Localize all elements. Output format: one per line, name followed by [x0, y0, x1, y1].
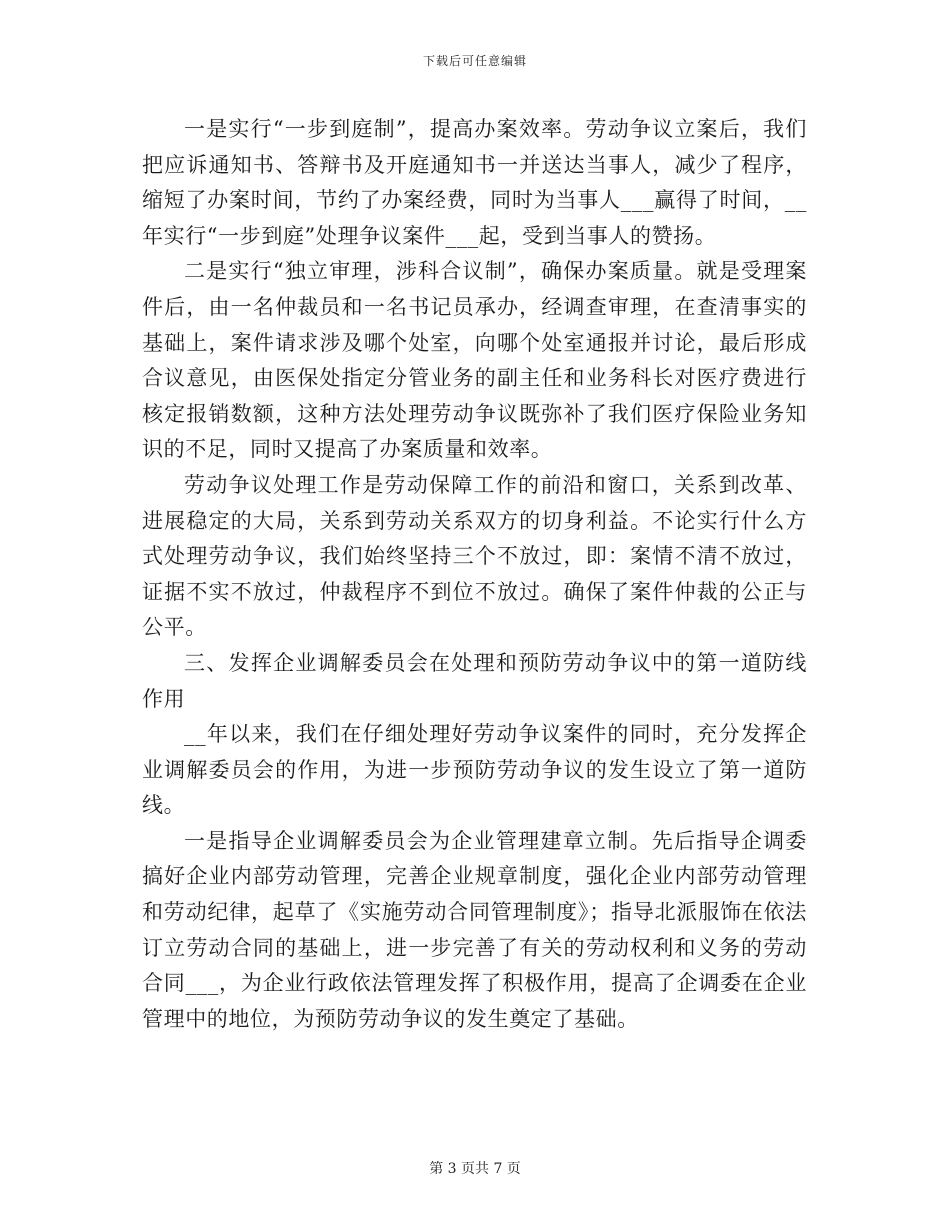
paragraph-since-year: __年以来，我们在仔细处理好劳动争议案件的同时，充分发挥企业调解委员会的作用，为进一步预防劳动争议的发生设立了第一道防线。 — [142, 722, 807, 818]
paragraph-guide-mediation: 一是指导企业调解委员会为企业管理建章立制。先后指导企调委搞好企业内部劳动管理，完善企业规章制度，强化企业内部劳动管理和劳动纪律，起草了《实施劳动合同管理制度》；指导北派服饰在依法订立劳动合同的基础上，进一步完善了有关的劳动权利和义务的劳动合同___，为企业行政依法管理发挥了积极作用，提高了企调委在企业管理中的地位，为预防劳动争议的发生奠定了基础。 — [142, 828, 807, 1031]
page-footer: 第 3 页共 7 页 — [429, 1161, 521, 1177]
document-body — [142, 112, 807, 1037]
paragraph-independent-trial: 二是实行“独立审理，涉科合议制”，确保办案质量。就是受理案件后，由一名仲裁员和一名书记员承办，经调查审理，在查清事实的基础上，案件请求涉及哪个处室，向哪个处室通报并讨论，最后形成合议意见，由医保处指定分管业务的副主任和业务科长对医疗费进行核定报销数额，这种方法处理劳动争议既弥补了我们医疗保险业务知识的不足，同时又提高了办案质量和效率。 — [142, 259, 807, 462]
paragraph-step-to-court: 一是实行“一步到庭制”，提高办案效率。劳动争议立案后，我们把应诉通知书、答辩书及开庭通知书一并送达当事人，减少了程序，缩短了办案时间，节约了办案经费，同时为当事人___赢得了时间，__年实行“一步到庭”处理争议案件___起，受到当事人的赞扬。 — [142, 117, 807, 248]
paragraph-three-principles: 劳动争议处理工作是劳动保障工作的前沿和窗口，关系到改革、进展稳定的大局，关系到劳动关系双方的切身利益。不论实行什么方式处理劳动争议，我们始终坚持三个不放过，即：案情不清不放过，证据不实不放过，仲裁程序不到位不放过。确保了案件仲裁的公正与公平。 — [142, 472, 807, 640]
section-heading-three: 三、发挥企业调解委员会在处理和预防劳动争议中的第一道防线作用 — [142, 650, 807, 711]
page-header: 下载后可任意编辑 — [422, 54, 527, 68]
